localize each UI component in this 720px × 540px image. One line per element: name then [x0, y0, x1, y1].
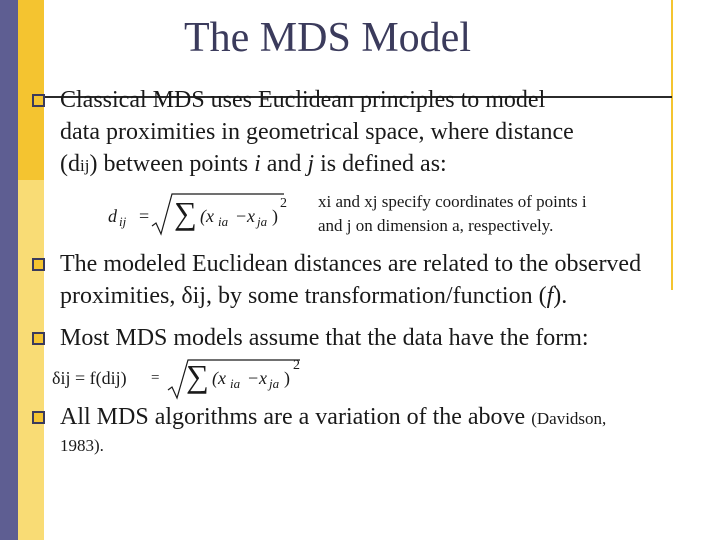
- formula-sum: ∑: [174, 195, 197, 231]
- bullet3-line1: Most MDS models assume that the data have the form:: [60, 325, 589, 351]
- text-part: and: [260, 151, 308, 177]
- bullet1-line1: Classical MDS uses Euclidean principles to model: [60, 87, 546, 113]
- bullet2-line1: The modeled Euclidean distances are related to the observed: [60, 251, 642, 277]
- text-part: is defined as:: [314, 151, 447, 177]
- formula2-term-sub1: ia: [230, 376, 241, 391]
- formula2-equals: =: [151, 370, 160, 386]
- formula-term-sub1: ia: [218, 214, 229, 229]
- text-part: f: [546, 283, 554, 309]
- text-part: i: [254, 151, 261, 177]
- text-part: All MDS algorithms are a variation of the above: [60, 404, 526, 430]
- formula2-term: (x: [212, 368, 226, 388]
- text-part: ) between points: [89, 151, 255, 177]
- formula-close: ): [272, 206, 278, 226]
- formula-minus: −: [236, 206, 247, 226]
- formula-x2: x: [247, 206, 255, 226]
- bullet1-line2: data proximities in geometrical space, where distance: [60, 119, 574, 145]
- formula-lhs: d: [108, 206, 117, 226]
- note-line2: and j on dimension a, respectively.: [318, 216, 554, 235]
- bullet4-line2: 1983).: [60, 436, 104, 455]
- formula2-close: ): [284, 368, 290, 388]
- note-line1: xi and xj specify coordinates of points i: [318, 192, 587, 211]
- formula-term-sub2: ja: [257, 214, 268, 229]
- formula2-lhs: δij = f(dij): [52, 368, 127, 388]
- bullet-square-icon: [32, 258, 45, 271]
- text-part: (d: [60, 151, 80, 177]
- formula2-sum: ∑: [186, 358, 209, 394]
- citation-part: (Davidson,: [531, 409, 607, 428]
- left-accent-bar-dark: [0, 0, 18, 540]
- text-part: proximities, δij, by some transformation/function (: [60, 283, 547, 309]
- formula-term: (x: [200, 206, 214, 226]
- left-accent-bar-gold-light: [18, 180, 44, 540]
- formula2-minus: −: [248, 368, 259, 388]
- vertical-accent-rule: [671, 0, 673, 290]
- bullet-square-icon: [32, 94, 45, 107]
- formula2-term-sub2: ja: [269, 376, 280, 391]
- slide-title: The MDS Model: [184, 15, 471, 61]
- formula2-power: 2: [293, 358, 300, 373]
- bullet-square-icon: [32, 332, 45, 345]
- text-part: ).: [553, 283, 568, 309]
- coordinate-note: [318, 190, 587, 238]
- formula2-x2: x: [259, 368, 267, 388]
- bullet4-line1: [60, 401, 606, 435]
- formula-equals: =: [139, 206, 150, 226]
- text-part: ij: [80, 156, 90, 175]
- formula-power: 2: [280, 196, 287, 211]
- text-part: j: [307, 151, 315, 177]
- formula-lhs-sub: ij: [119, 214, 127, 229]
- bullet2-line2: [60, 280, 567, 312]
- bullet-square-icon: [32, 411, 45, 424]
- bullet1-line3: [60, 148, 447, 182]
